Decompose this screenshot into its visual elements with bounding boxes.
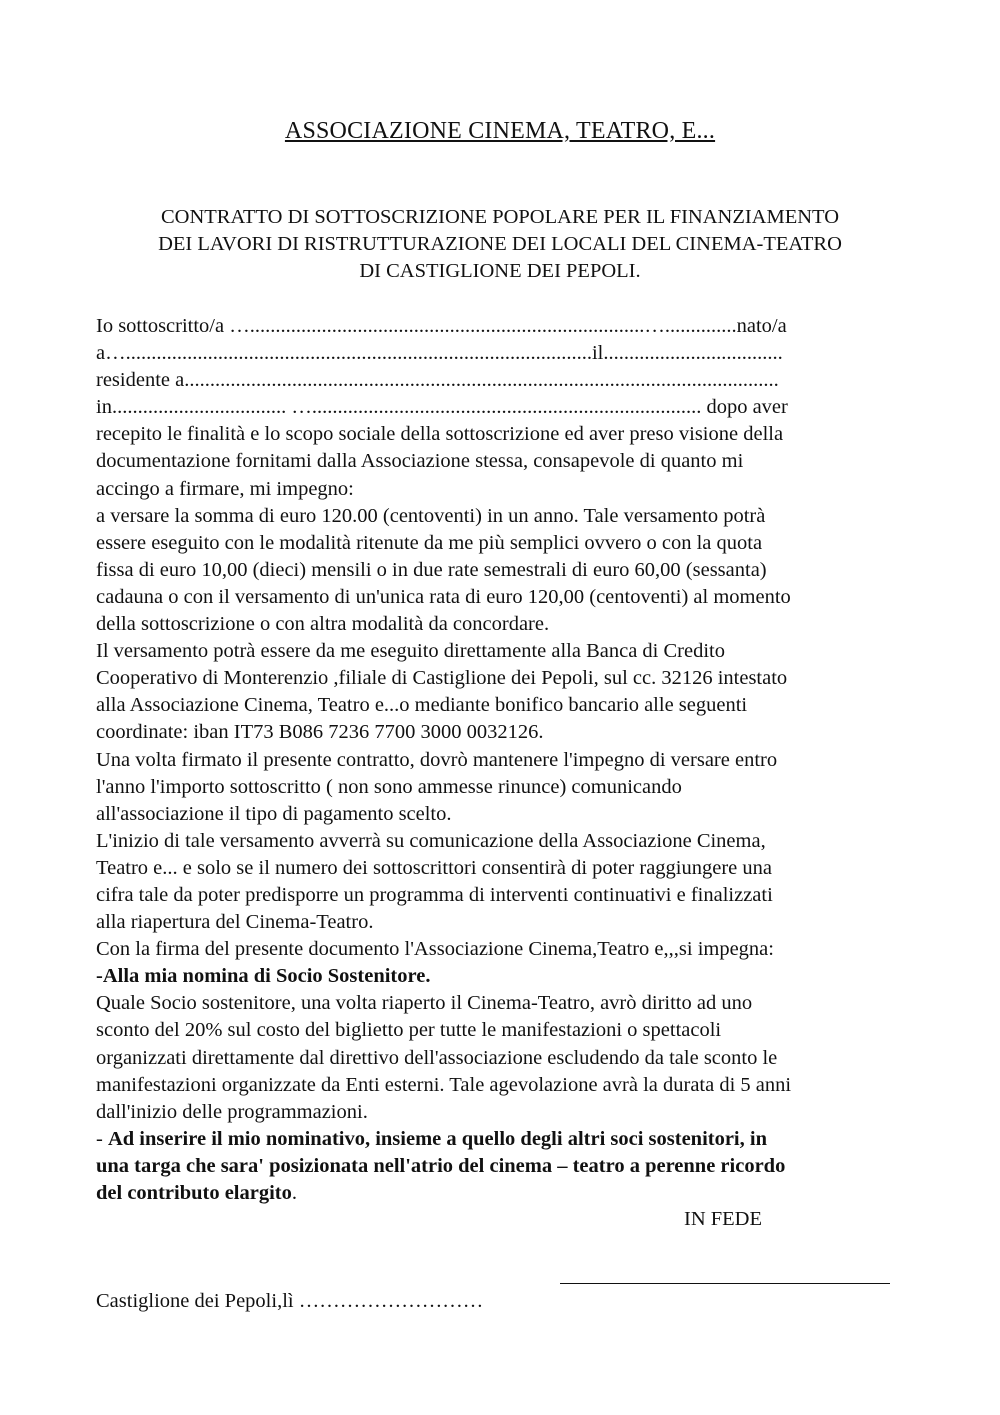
body-line: alla riapertura del Cinema-Teatro. bbox=[96, 911, 374, 934]
contract-body bbox=[96, 313, 904, 1207]
signature-line bbox=[560, 1283, 890, 1284]
plaque-clause-text: del contributo elargito bbox=[96, 1182, 292, 1204]
body-line: residente a.................................................................................................................... bbox=[96, 369, 779, 392]
body-line: l'anno l'importo sottoscritto ( non sono ammesse rinunce) comunicando bbox=[96, 775, 682, 798]
body-line: in.................................. …............................................................................ dopo aver bbox=[96, 396, 788, 419]
body-line: Quale Socio sostenitore, una volta riaperto il Cinema-Teatro, avrò diritto ad uno bbox=[96, 992, 753, 1015]
body-line: L'inizio di tale versamento avverrà su comunicazione della Associazione Cinema, bbox=[96, 829, 766, 852]
body-line: a versare la somma di euro 120.00 (centoventi) in un anno. Tale versamento potrà bbox=[96, 504, 766, 527]
body-line: Una volta firmato il presente contratto, dovrò mantenere l'impegno di versare entro bbox=[96, 748, 778, 771]
place-date-line: Castiglione dei Pepoli,lì ……………………… bbox=[96, 1290, 484, 1312]
contract-subtitle bbox=[100, 204, 900, 285]
plaque-clause-end bbox=[96, 1180, 904, 1207]
subtitle-line: CONTRATTO DI SOTTOSCRIZIONE POPOLARE PER IL FINANZIAMENTO bbox=[160, 206, 840, 228]
body-line: coordinate: iban IT73 B086 7236 7700 3000 0032126. bbox=[96, 721, 544, 744]
body-line: Il versamento potrà essere da me eseguito direttamente alla Banca di Credito bbox=[96, 640, 725, 663]
body-line: recepito le finalità e lo scopo sociale della sottoscrizione ed aver preso visione della bbox=[96, 423, 784, 446]
body-line: organizzati direttamente dal direttivo dell'associazione escludendo da tale sconto le bbox=[96, 1046, 778, 1069]
body-line: accingo a firmare, mi impegno: bbox=[96, 477, 354, 500]
body-line: Io sottoscritto/a ….............................................................................…..............nato/a bbox=[96, 315, 787, 337]
body-line: cifra tale da poter predisporre un programma di interventi continuativi e finalizzati bbox=[96, 883, 773, 906]
body-line: documentazione fornitami dalla Associazione stessa, consapevole di quanto mi bbox=[96, 450, 744, 473]
body-line: fissa di euro 10,00 (dieci) mensili o in due rate semestrali di euro 60,00 (sessanta) bbox=[96, 558, 767, 581]
body-line: dall'inizio delle programmazioni. bbox=[96, 1100, 368, 1123]
body-line: a…...........................................................................................il................................... bbox=[96, 342, 783, 365]
body-line: alla Associazione Cinema, Teatro e...o mediante bonifico bancario alle seguenti bbox=[96, 694, 748, 717]
subtitle-line: DEI LAVORI DI RISTRUTTURAZIONE DEI LOCALI DEL CINEMA-TEATRO bbox=[158, 233, 842, 255]
body-line: Teatro e... e solo se il numero dei sottoscrittori consentirà di poter raggiungere una bbox=[96, 856, 772, 879]
subtitle-line: DI CASTIGLIONE DEI PEPOLI. bbox=[359, 260, 641, 282]
body-line: della sottoscrizione o con altra modalità da concordare. bbox=[96, 613, 550, 636]
plaque-clause bbox=[96, 1126, 904, 1153]
body-line: all'associazione il tipo di pagamento scelto. bbox=[96, 802, 452, 825]
plaque-clause-text: Ad inserire il mio nominativo, insieme a quello degli altri soci sostenitori, in bbox=[107, 1127, 767, 1150]
document-title: ASSOCIAZIONE CINEMA, TEATRO, E... bbox=[284, 118, 716, 144]
plaque-clause-text: una targa che sara' posizionata nell'atrio del cinema – teatro a perenne ricordo bbox=[96, 1154, 786, 1177]
socio-sostenitore-clause: -Alla mia nomina di Socio Sostenitore. bbox=[96, 965, 431, 988]
body-line: essere eseguito con le modalità ritenute da me più semplici ovvero o con la quota bbox=[96, 531, 763, 554]
plaque-clause-dash: - bbox=[96, 1127, 108, 1150]
body-line: sconto del 20% sul costo del biglietto per tutte le manifestazioni o spettacoli bbox=[96, 1019, 722, 1042]
body-line: manifestazioni organizzate da Enti esterni. Tale agevolazione avrà la durata di 5 anni bbox=[96, 1073, 792, 1096]
body-line: Cooperativo di Monterenzio ,filiale di Castiglione dei Pepoli, sul cc. 32126 intestato bbox=[96, 667, 788, 690]
in-fede-label: IN FEDE bbox=[684, 1208, 763, 1230]
plaque-clause-period: . bbox=[291, 1182, 297, 1204]
body-line: cadauna o con il versamento di un'unica rata di euro 120,00 (centoventi) al momento bbox=[96, 585, 791, 608]
body-line: Con la firma del presente documento l'Associazione Cinema,Teatro e,,,si impegna: bbox=[96, 938, 774, 961]
